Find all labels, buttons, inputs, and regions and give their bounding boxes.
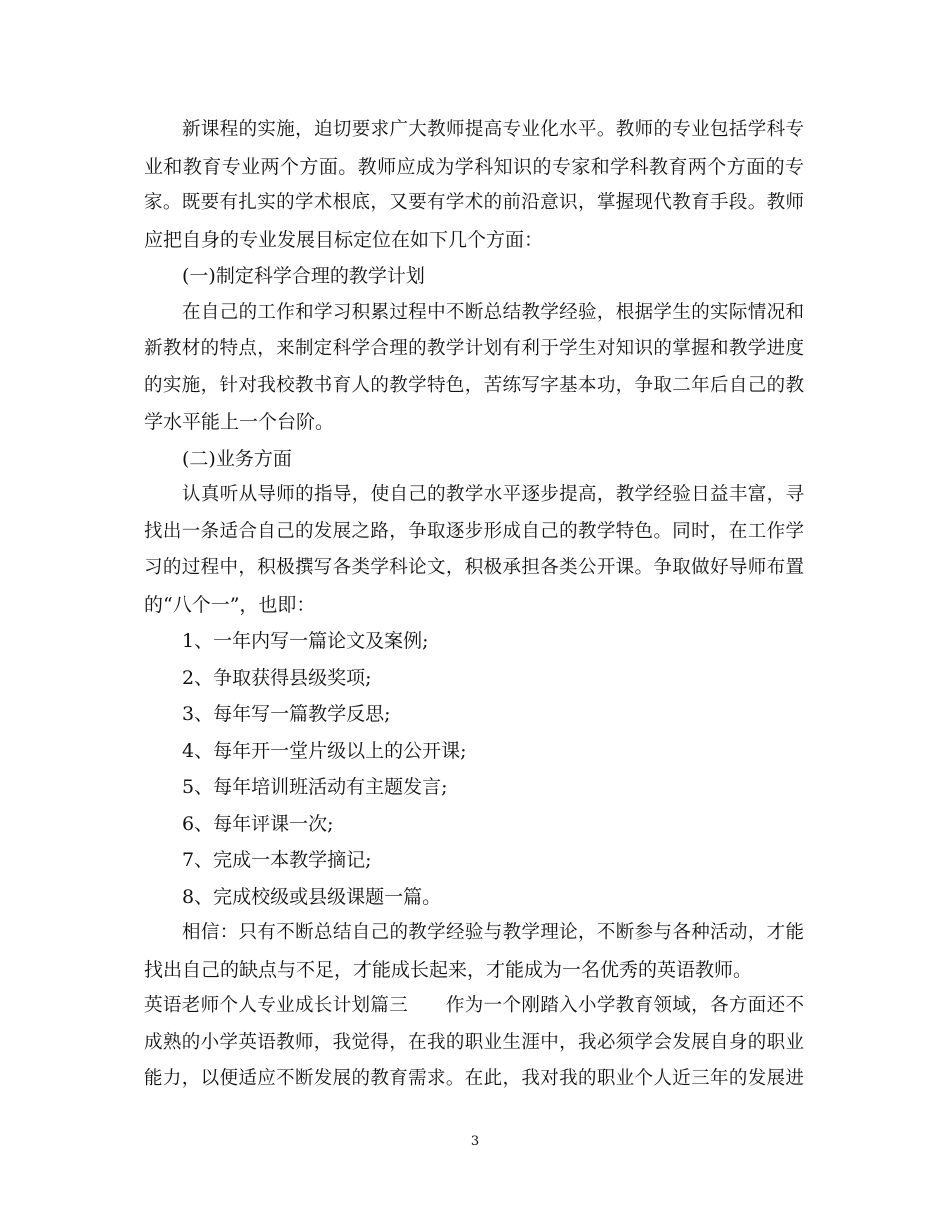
text-line: (一)制定科学合理的教学计划 — [182, 265, 425, 287]
text-line: 认真听从导师的指导，使自己的教学水平逐步提高，教学经验日益丰富，寻 — [182, 484, 804, 505]
text-line: 能力，以便适应不断发展的教育需求。在此，我对我的职业个人近三年的发展进 — [144, 1068, 804, 1089]
text-line: 8、完成校级或县级课题一篇。 — [182, 885, 442, 908]
text-line: 找出自己的缺点与不足，才能成长起来，才能成为一名优秀的英语教师。 — [144, 958, 753, 981]
text-line: 英语老师个人专业成长计划篇三 作为一个刚踏入小学教育领域，各方面还不 — [144, 995, 804, 1016]
text-line: 2、争取获得县级奖项; — [182, 666, 372, 689]
text-line: 7、完成一本教学摘记; — [182, 849, 372, 871]
text-line: 新课程的实施，迫切要求广大教师提高专业化水平。教师的专业包括学科专 — [182, 119, 804, 140]
text-line: 6、每年评课一次; — [182, 812, 334, 835]
text-line: (二)业务方面 — [182, 447, 292, 470]
text-line: 家。既要有扎实的学术根底，又要有学术的前沿意识，掌握现代教育手段。教师 — [144, 192, 804, 213]
page-number: 3 — [470, 1134, 480, 1149]
document-body — [144, 112, 804, 1098]
text-line: 学水平能上一个台阶。 — [144, 411, 335, 433]
text-line: 相信：只有不断总结自己的教学经验与教学理论，不断参与各种活动，才能 — [182, 922, 804, 943]
text-line: 4、每年开一堂片级以上的公开课; — [182, 739, 467, 762]
text-line: 新教材的特点，来制定科学合理的教学计划有利于学生对知识的掌握和教学进度 — [144, 338, 804, 359]
text-line: 5、每年培训班活动有主题发言; — [182, 776, 448, 798]
text-line: 找出一条适合自己的发展之路，争取逐步形成自己的教学特色。同时，在工作学 — [144, 520, 804, 542]
text-line: 应把自身的专业发展目标定位在如下几个方面： — [144, 228, 544, 251]
text-line: 3、每年写一篇教学反思; — [182, 703, 391, 725]
text-line: 在自己的工作和学习积累过程中不断总结教学经验，根据学生的实际情况和 — [182, 301, 804, 323]
text-line: 的“八个一”，也即： — [144, 593, 316, 616]
text-line: 成熟的小学英语教师，我觉得，在我的职业生涯中，我必须学会发展自身的职业 — [144, 1031, 804, 1053]
text-line: 业和教育专业两个方面。教师应成为学科知识的专家和学科教育两个方面的专 — [144, 155, 804, 178]
text-line: 1、一年内写一篇论文及案例; — [182, 630, 429, 652]
text-line: 习的过程中，积极撰写各类学科论文，积极承担各类公开课。争取做好导师布置 — [144, 557, 804, 578]
text-line: 的实施，针对我校教书育人的教学特色，苦练写字基本功，争取二年后自己的教 — [144, 374, 804, 396]
